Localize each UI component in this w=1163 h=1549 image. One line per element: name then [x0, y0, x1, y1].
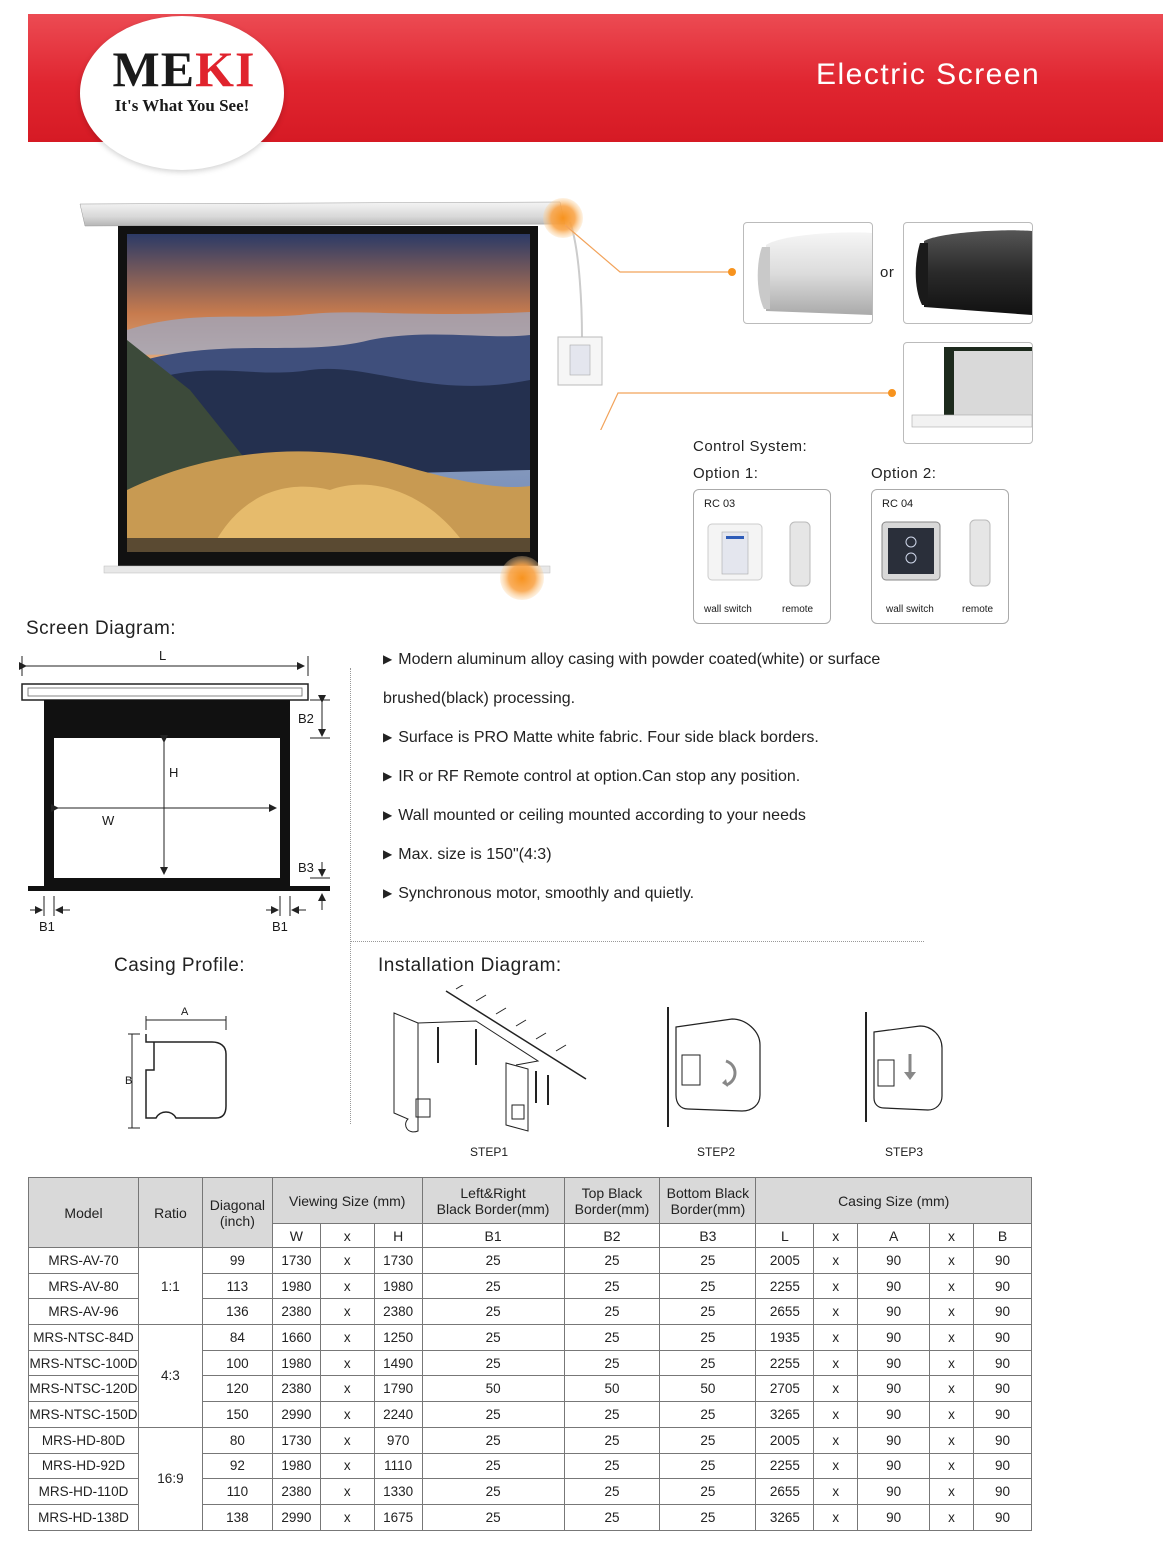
table-cell: 90 — [858, 1376, 930, 1402]
table-cell: 1730 — [272, 1248, 320, 1274]
table-cell: x — [320, 1427, 374, 1453]
table-cell: 2990 — [272, 1402, 320, 1428]
table-cell: 3265 — [756, 1504, 814, 1530]
table-cell: 90 — [973, 1248, 1031, 1274]
profile-label-B: B — [125, 1075, 133, 1087]
table-cell: 4:3 — [138, 1325, 202, 1428]
table-cell: 2655 — [756, 1479, 814, 1505]
table-cell: 90 — [858, 1504, 930, 1530]
table-cell: x — [814, 1427, 858, 1453]
install-step3-label: STEP3 — [885, 1145, 924, 1159]
table-cell: 120 — [202, 1376, 272, 1402]
table-cell: x — [320, 1376, 374, 1402]
table-cell: 110 — [202, 1479, 272, 1505]
option1-label: Option 1: — [693, 465, 759, 482]
table-cell: x — [930, 1376, 974, 1402]
install-step2-diagram — [662, 1005, 772, 1130]
spec-table-body — [29, 1248, 1032, 1531]
brand-logo — [94, 41, 274, 97]
table-cell: 25 — [660, 1350, 756, 1376]
table-cell: x — [320, 1402, 374, 1428]
table-cell: 2990 — [272, 1504, 320, 1530]
table-cell: x — [320, 1273, 374, 1299]
option2-code: RC 04 — [882, 498, 914, 510]
option2-item1: wall switch — [886, 604, 934, 615]
th-casing-size: Casing Size (mm) — [756, 1178, 1032, 1224]
table-cell: 90 — [973, 1273, 1031, 1299]
table-cell: x — [930, 1248, 974, 1274]
table-cell: 1330 — [374, 1479, 422, 1505]
table-cell: 1980 — [272, 1273, 320, 1299]
white-casing-photo — [743, 222, 873, 324]
casing-profile-title: Casing Profile: — [114, 955, 246, 976]
table-cell: 25 — [422, 1248, 564, 1274]
table-cell: 90 — [973, 1376, 1031, 1402]
table-cell: 50 — [422, 1376, 564, 1402]
table-cell: 90 — [973, 1325, 1031, 1351]
table-cell: 90 — [858, 1427, 930, 1453]
feature-item: ▶ Modern aluminum alloy casing with powder coated(white) or surface — [383, 651, 881, 668]
dim-label-H: H — [169, 765, 179, 780]
table-cell: 1490 — [374, 1350, 422, 1376]
th-viewing-size: Viewing Size (mm) — [272, 1178, 422, 1224]
installation-title: Installation Diagram: — [378, 955, 562, 976]
table-cell: 25 — [564, 1402, 660, 1428]
table-row — [29, 1248, 1032, 1274]
table-cell: 25 — [660, 1504, 756, 1530]
table-cell: 2255 — [756, 1350, 814, 1376]
table-cell: 16:9 — [138, 1427, 202, 1530]
option2-item2: remote — [962, 604, 994, 615]
table-cell: 25 — [422, 1402, 564, 1428]
table-cell: 90 — [858, 1273, 930, 1299]
table-cell: 1:1 — [138, 1248, 202, 1325]
table-cell: 84 — [202, 1325, 272, 1351]
feature-item: ▶ Synchronous motor, smoothly and quietly. — [383, 885, 695, 902]
table-cell: 25 — [422, 1325, 564, 1351]
th-sub: A — [858, 1224, 930, 1248]
option2-box — [871, 489, 1009, 624]
option1-box — [693, 489, 831, 624]
table-cell: MRS-NTSC-84D — [29, 1325, 139, 1351]
table-cell: MRS-NTSC-100D — [29, 1350, 139, 1376]
feature-list — [383, 640, 1083, 913]
table-cell: 2380 — [272, 1376, 320, 1402]
table-cell: 25 — [660, 1402, 756, 1428]
th-sub: L — [756, 1224, 814, 1248]
table-cell: 99 — [202, 1248, 272, 1274]
th-diagonal: Diagonal (inch) — [202, 1178, 272, 1248]
table-cell: x — [930, 1479, 974, 1505]
table-cell: x — [814, 1299, 858, 1325]
table-cell: 2255 — [756, 1453, 814, 1479]
table-cell: 92 — [202, 1453, 272, 1479]
table-cell: 1660 — [272, 1325, 320, 1351]
or-label: or — [880, 264, 895, 281]
table-cell: 2005 — [756, 1248, 814, 1274]
table-cell: MRS-HD-138D — [29, 1504, 139, 1530]
dim-label-B3: B3 — [298, 860, 314, 875]
brand-part2: KI — [195, 41, 256, 97]
table-cell: MRS-NTSC-120D — [29, 1376, 139, 1402]
table-cell: MRS-HD-110D — [29, 1479, 139, 1505]
table-cell: 2380 — [272, 1479, 320, 1505]
table-cell: x — [814, 1376, 858, 1402]
table-cell: 2005 — [756, 1427, 814, 1453]
feature-item: ▶ Max. size is 150"(4:3) — [383, 846, 552, 863]
table-cell: MRS-AV-96 — [29, 1299, 139, 1325]
table-cell: 25 — [564, 1453, 660, 1479]
table-row — [29, 1427, 1032, 1453]
table-cell: 50 — [564, 1376, 660, 1402]
brand-part1: ME — [112, 41, 196, 97]
screen-border-photo — [903, 342, 1033, 444]
th-sub: B1 — [422, 1224, 564, 1248]
feature-item: ▶ Surface is PRO Matte white fabric. Four side black borders. — [383, 729, 819, 746]
table-cell: x — [930, 1325, 974, 1351]
table-cell: x — [930, 1273, 974, 1299]
option1-item2: remote — [782, 604, 814, 615]
table-cell: 25 — [660, 1248, 756, 1274]
table-cell: 2380 — [272, 1299, 320, 1325]
table-cell: 2240 — [374, 1402, 422, 1428]
table-cell: 1790 — [374, 1376, 422, 1402]
table-cell: x — [930, 1350, 974, 1376]
feature-item: brushed(black) processing. — [383, 690, 576, 707]
table-cell: MRS-NTSC-150D — [29, 1402, 139, 1428]
th-lr-border: Left&Right Black Border(mm) — [422, 1178, 564, 1224]
table-cell: 25 — [564, 1427, 660, 1453]
table-cell: 25 — [660, 1453, 756, 1479]
table-cell: 1110 — [374, 1453, 422, 1479]
install-step1-diagram — [388, 985, 588, 1145]
profile-label-A: A — [181, 1006, 189, 1018]
page-title: Electric Screen — [816, 58, 1041, 91]
control-system-title: Control System: — [693, 438, 808, 455]
table-cell: 25 — [564, 1299, 660, 1325]
table-cell: x — [320, 1479, 374, 1505]
table-cell: 1730 — [272, 1427, 320, 1453]
table-cell: 2380 — [374, 1299, 422, 1325]
option1-code: RC 03 — [704, 498, 736, 510]
table-cell: MRS-AV-70 — [29, 1248, 139, 1274]
table-cell: 25 — [422, 1479, 564, 1505]
table-cell: 3265 — [756, 1402, 814, 1428]
table-cell: 25 — [422, 1299, 564, 1325]
table-cell: 100 — [202, 1350, 272, 1376]
th-sub: x — [930, 1224, 974, 1248]
table-cell: x — [320, 1299, 374, 1325]
table-cell: 2655 — [756, 1299, 814, 1325]
table-cell: 90 — [973, 1402, 1031, 1428]
dim-label-B1-left: B1 — [39, 919, 55, 934]
table-cell: 25 — [564, 1325, 660, 1351]
option1-devices — [704, 518, 824, 602]
table-cell: x — [320, 1350, 374, 1376]
table-cell: x — [814, 1402, 858, 1428]
table-cell: 90 — [858, 1402, 930, 1428]
option1-item1: wall switch — [704, 604, 752, 615]
dim-label-B1-right: B1 — [272, 919, 288, 934]
table-cell: 25 — [564, 1273, 660, 1299]
table-cell: 25 — [660, 1299, 756, 1325]
table-cell: 90 — [858, 1350, 930, 1376]
table-cell: 970 — [374, 1427, 422, 1453]
table-cell: 90 — [973, 1479, 1031, 1505]
table-cell: x — [814, 1325, 858, 1351]
screen-diagram-title: Screen Diagram: — [26, 618, 177, 639]
table-cell: 90 — [973, 1453, 1031, 1479]
table-cell: x — [320, 1504, 374, 1530]
th-bottom-border: Bottom Black Border(mm) — [660, 1178, 756, 1224]
th-sub: B3 — [660, 1224, 756, 1248]
option2-devices — [878, 518, 1002, 602]
table-cell: 25 — [564, 1504, 660, 1530]
table-cell: 1980 — [272, 1350, 320, 1376]
th-sub: W — [272, 1224, 320, 1248]
install-step3-diagram — [860, 1010, 950, 1125]
table-cell: MRS-AV-80 — [29, 1273, 139, 1299]
table-cell: x — [930, 1453, 974, 1479]
table-cell: 25 — [660, 1273, 756, 1299]
table-cell: x — [930, 1402, 974, 1428]
table-cell: 25 — [422, 1427, 564, 1453]
table-cell: 90 — [973, 1504, 1031, 1530]
table-cell: 136 — [202, 1299, 272, 1325]
table-cell: 90 — [858, 1248, 930, 1274]
feature-item: ▶ IR or RF Remote control at option.Can stop any position. — [383, 768, 801, 785]
table-cell: 113 — [202, 1273, 272, 1299]
table-cell: 2705 — [756, 1376, 814, 1402]
table-cell: x — [930, 1299, 974, 1325]
table-cell: 1980 — [272, 1453, 320, 1479]
th-sub: H — [374, 1224, 422, 1248]
table-cell: 90 — [973, 1350, 1031, 1376]
dim-label-L: L — [159, 648, 167, 663]
table-cell: 1935 — [756, 1325, 814, 1351]
option2-label: Option 2: — [871, 465, 937, 482]
table-cell: MRS-HD-80D — [29, 1427, 139, 1453]
table-cell: 25 — [660, 1479, 756, 1505]
table-cell: x — [930, 1504, 974, 1530]
install-step2-label: STEP2 — [697, 1145, 736, 1159]
table-cell: 90 — [973, 1427, 1031, 1453]
table-cell: 90 — [973, 1299, 1031, 1325]
th-sub: B — [973, 1224, 1031, 1248]
table-cell: x — [930, 1427, 974, 1453]
table-cell: 25 — [422, 1273, 564, 1299]
table-cell: 1675 — [374, 1504, 422, 1530]
table-cell: 50 — [660, 1376, 756, 1402]
th-ratio: Ratio — [138, 1178, 202, 1248]
table-cell: x — [814, 1248, 858, 1274]
table-cell: 90 — [858, 1325, 930, 1351]
table-cell: x — [814, 1504, 858, 1530]
table-cell: 25 — [422, 1504, 564, 1530]
table-cell: 150 — [202, 1402, 272, 1428]
table-cell: x — [814, 1453, 858, 1479]
table-cell: 25 — [564, 1248, 660, 1274]
table-cell: x — [320, 1325, 374, 1351]
spec-table — [28, 1177, 1032, 1531]
table-cell: 25 — [564, 1350, 660, 1376]
table-cell: 1980 — [374, 1273, 422, 1299]
table-cell: 25 — [422, 1453, 564, 1479]
dim-label-W: W — [102, 813, 115, 828]
table-cell: 138 — [202, 1504, 272, 1530]
th-sub: x — [814, 1224, 858, 1248]
table-cell: 25 — [660, 1325, 756, 1351]
table-cell: 2255 — [756, 1273, 814, 1299]
table-cell: MRS-HD-92D — [29, 1453, 139, 1479]
screen-diagram — [14, 640, 344, 940]
table-cell: x — [814, 1350, 858, 1376]
casing-profile-diagram — [120, 1010, 240, 1135]
table-cell: 80 — [202, 1427, 272, 1453]
table-cell: x — [814, 1273, 858, 1299]
table-cell: 1250 — [374, 1325, 422, 1351]
table-cell: x — [814, 1479, 858, 1505]
vertical-divider — [350, 668, 351, 1124]
black-casing-photo — [903, 222, 1033, 324]
feature-item: ▶ Wall mounted or ceiling mounted according to your needs — [383, 807, 806, 824]
brand-tagline: It's What You See! — [114, 96, 250, 115]
th-model: Model — [29, 1178, 139, 1248]
dim-label-B2: B2 — [298, 711, 314, 726]
table-cell: 25 — [422, 1350, 564, 1376]
table-row — [29, 1325, 1032, 1351]
th-sub: x — [320, 1224, 374, 1248]
table-cell: x — [320, 1248, 374, 1274]
table-cell: 90 — [858, 1479, 930, 1505]
table-cell: 90 — [858, 1453, 930, 1479]
table-cell: 90 — [858, 1299, 930, 1325]
install-step1-label: STEP1 — [470, 1145, 509, 1159]
table-cell: 25 — [660, 1427, 756, 1453]
th-sub: B2 — [564, 1224, 660, 1248]
horizontal-divider — [350, 941, 924, 942]
th-top-border: Top Black Border(mm) — [564, 1178, 660, 1224]
table-cell: 25 — [564, 1479, 660, 1505]
table-cell: x — [320, 1453, 374, 1479]
table-cell: 1730 — [374, 1248, 422, 1274]
